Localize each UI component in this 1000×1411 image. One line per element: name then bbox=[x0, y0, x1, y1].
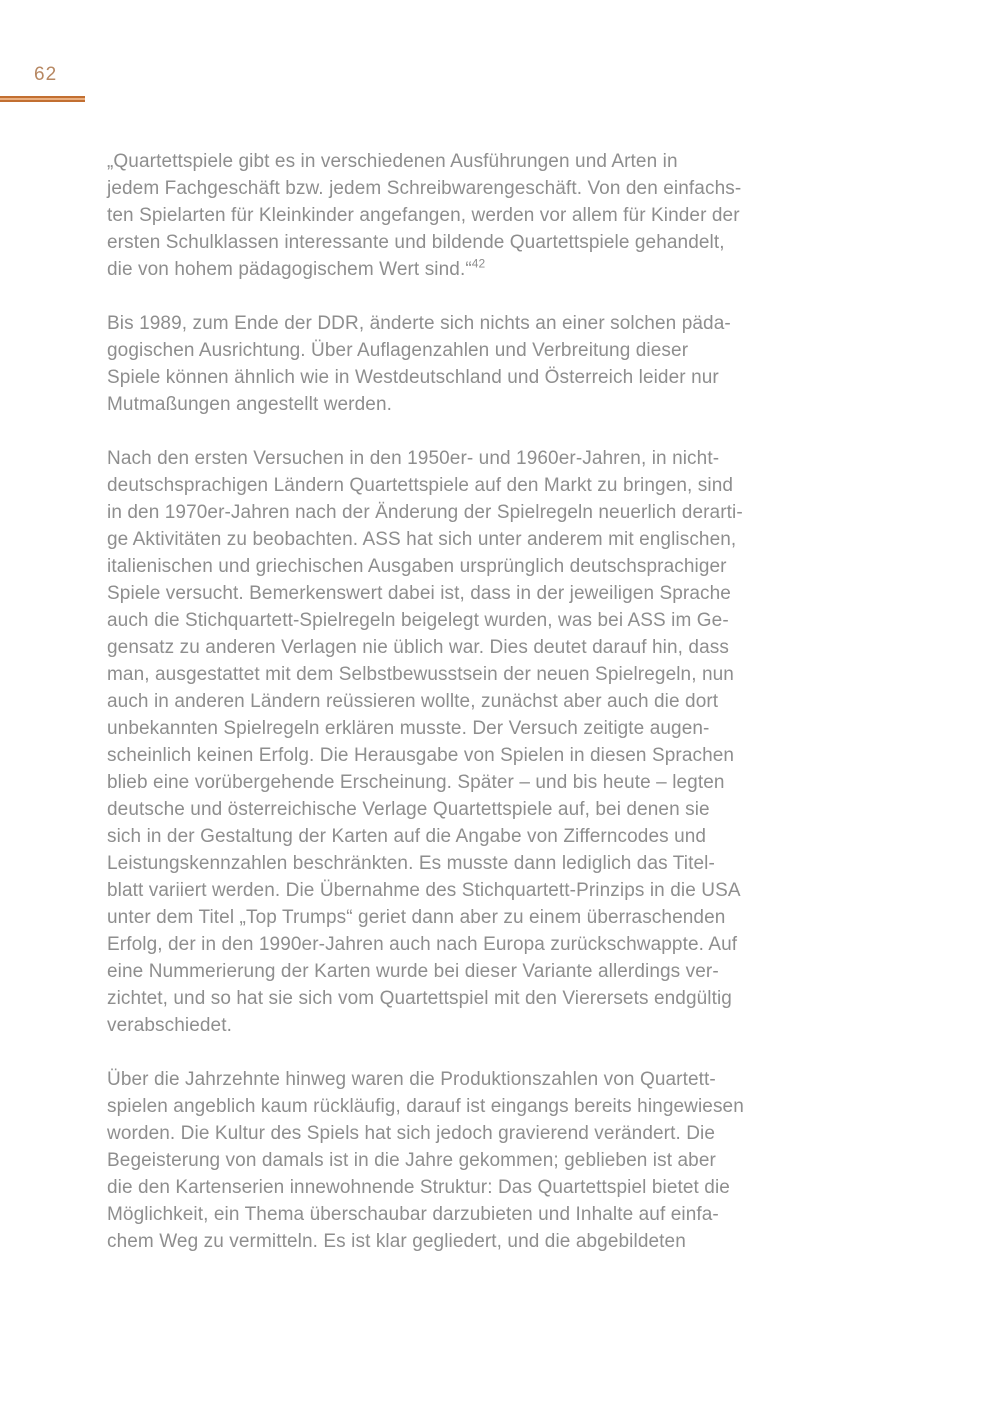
text-line: blieb eine vorübergehende Erscheinung. Später – und bis heute – legten bbox=[107, 772, 725, 793]
text-line: worden. Die Kultur des Spiels hat sich jedoch gravierend verändert. Die bbox=[107, 1123, 716, 1144]
body-text bbox=[107, 148, 807, 1255]
text-line: auch in anderen Ländern reüssieren wollte, zunächst aber auch die dort bbox=[107, 691, 719, 712]
text-line: Leistungskennzahlen beschränkten. Es musste dann lediglich das Titel- bbox=[107, 853, 715, 874]
text-line: jedem Fachgeschäft bzw. jedem Schreibwarengeschäft. Von den einfachs- bbox=[107, 178, 742, 199]
text-line: sich in der Gestaltung der Karten auf die Angabe von Zifferncodes und bbox=[107, 826, 707, 847]
accent-rule bbox=[0, 96, 85, 102]
text-line: blatt variiert werden. Die Übernahme des Stichquartett-Prinzips in die USA bbox=[107, 880, 741, 901]
text-line: Möglichkeit, ein Thema überschaubar darzubieten und Inhalte auf einfa- bbox=[107, 1204, 719, 1225]
text-line: Nach den ersten Versuchen in den 1950er- und 1960er-Jahren, in nicht- bbox=[107, 448, 720, 469]
text-line: chem Weg zu vermitteln. Es ist klar gegliedert, und die abgebildeten bbox=[107, 1231, 686, 1252]
text-line: unter dem Titel „Top Trumps“ geriet dann aber zu einem überraschenden bbox=[107, 907, 726, 928]
text-line: die den Kartenserien innewohnende Struktur: Das Quartettspiel bietet die bbox=[107, 1177, 730, 1198]
text-line: man, ausgestattet mit dem Selbstbewusstsein der neuen Spielregeln, nun bbox=[107, 664, 734, 685]
paragraph-production-numbers bbox=[107, 1066, 807, 1255]
text-line: unbekannten Spielregeln erklären musste. Der Versuch zeitigte augen- bbox=[107, 718, 710, 739]
paragraph-quote-lines bbox=[107, 148, 807, 256]
text-line: auch die Stichquartett-Spielregeln beigelegt wurden, was bei ASS im Ge- bbox=[107, 610, 729, 631]
text-line: Spiele können ähnlich wie in Westdeutschland und Österreich leider nur bbox=[107, 367, 719, 388]
quote-closing-text: die von hohem pädagogischem Wert sind.“ bbox=[107, 259, 472, 280]
text-line: scheinlich keinen Erfolg. Die Herausgabe von Spielen in diesen Sprachen bbox=[107, 745, 735, 766]
text-line: italienischen und griechischen Ausgaben ursprünglich deutschsprachiger bbox=[107, 556, 727, 577]
text-line: deutsche und österreichische Verlage Quartettspiele auf, bei denen sie bbox=[107, 799, 710, 820]
text-line: Über die Jahrzehnte hinweg waren die Produktionszahlen von Quartett- bbox=[107, 1069, 716, 1090]
paragraph-ddr bbox=[107, 310, 807, 418]
text-line: Mutmaßungen angestellt werden. bbox=[107, 394, 392, 415]
text-line: „Quartettspiele gibt es in verschiedenen Ausführungen und Arten in bbox=[107, 151, 678, 172]
text-line bbox=[107, 256, 807, 283]
text-line: ersten Schulklassen interessante und bildende Quartettspiele gehandelt, bbox=[107, 232, 725, 253]
footnote-reference: 42 bbox=[471, 256, 486, 271]
text-line: in den 1970er-Jahren nach der Änderung der Spielregeln neuerlich derarti- bbox=[107, 502, 743, 523]
text-line: Begeisterung von damals ist in die Jahre gekommen; geblieben ist aber bbox=[107, 1150, 716, 1171]
text-line: spielen angeblich kaum rückläufig, darauf ist eingangs bereits hingewiesen bbox=[107, 1096, 744, 1117]
text-line: Bis 1989, zum Ende der DDR, änderte sich nichts an einer solchen päda- bbox=[107, 313, 731, 334]
text-line: Spiele versucht. Bemerkenswert dabei ist, dass in der jeweiligen Sprache bbox=[107, 583, 731, 604]
page-number: 62 bbox=[34, 64, 58, 85]
paragraph-international-editions bbox=[107, 445, 807, 1039]
text-line: ten Spielarten für Kleinkinder angefangen, werden vor allem für Kinder der bbox=[107, 205, 740, 226]
text-line: deutschsprachigen Ländern Quartettspiele auf den Markt zu bringen, sind bbox=[107, 475, 734, 496]
text-line: ge Aktivitäten zu beobachten. ASS hat sich unter anderem mit englischen, bbox=[107, 529, 737, 550]
text-line: zichtet, und so hat sie sich vom Quartettspiel mit den Vierersets endgültig bbox=[107, 988, 732, 1009]
text-line: gensatz zu anderen Verlagen nie üblich war. Dies deutet darauf hin, dass bbox=[107, 637, 729, 658]
text-line: gogischen Ausrichtung. Über Auflagenzahlen und Verbreitung dieser bbox=[107, 340, 689, 361]
text-line: eine Nummerierung der Karten wurde bei dieser Variante allerdings ver- bbox=[107, 961, 719, 982]
text-line: verabschiedet. bbox=[107, 1015, 232, 1036]
paragraph-quote bbox=[107, 148, 807, 283]
text-line: Erfolg, der in den 1990er-Jahren auch nach Europa zurückschwappte. Auf bbox=[107, 934, 738, 955]
